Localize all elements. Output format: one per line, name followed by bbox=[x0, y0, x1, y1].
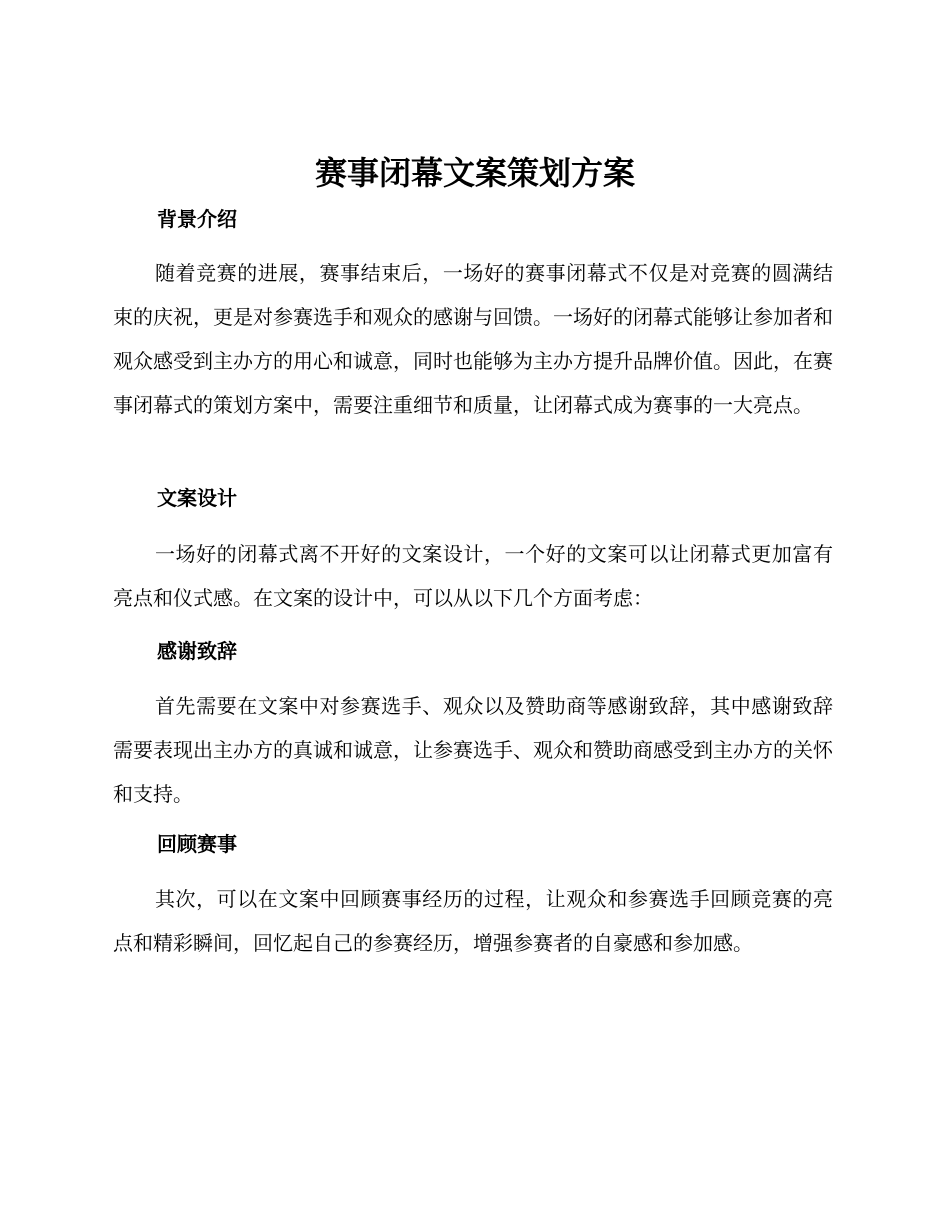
section-body-copy-design: 一场好的闭幕式离不开好的文案设计，一个好的文案可以让闭幕式更加富有亮点和仪式感。在文案的设计中，可以从以下几个方面考虑： bbox=[113, 542, 833, 610]
document-title: 赛事闭幕文案策划方案 bbox=[314, 154, 635, 192]
section-heading-thanks-speech: 感谢致辞 bbox=[157, 639, 237, 663]
section-body-background: 随着竞赛的进展，赛事结束后，一场好的赛事闭幕式不仅是对竞赛的圆满结束的庆祝，更是对参赛选手和观众的感谢与回馈。一场好的闭幕式能够让参加者和观众感受到主办方的用心和诚意，同时也能够为主办方提升品牌价值。因此，在赛事闭幕式的策划方案中，需要注重细节和质量，让闭幕式成为赛事的一大亮点。 bbox=[113, 261, 833, 417]
section-heading-background: 背景介绍 bbox=[157, 207, 237, 231]
section-body-thanks-speech: 首先需要在文案中对参赛选手、观众以及赞助商等感谢致辞，其中感谢致辞需要表现出主办方的真诚和诚意，让参赛选手、观众和赞助商感受到主办方的关怀和支持。 bbox=[113, 694, 833, 806]
section-heading-event-review: 回顾赛事 bbox=[157, 832, 237, 856]
section-body-event-review: 其次，可以在文案中回顾赛事经历的过程，让观众和参赛选手回顾竞赛的亮点和精彩瞬间，回忆起自己的参赛经历，增强参赛者的自豪感和参加感。 bbox=[113, 887, 833, 955]
section-heading-copy-design: 文案设计 bbox=[157, 486, 237, 510]
